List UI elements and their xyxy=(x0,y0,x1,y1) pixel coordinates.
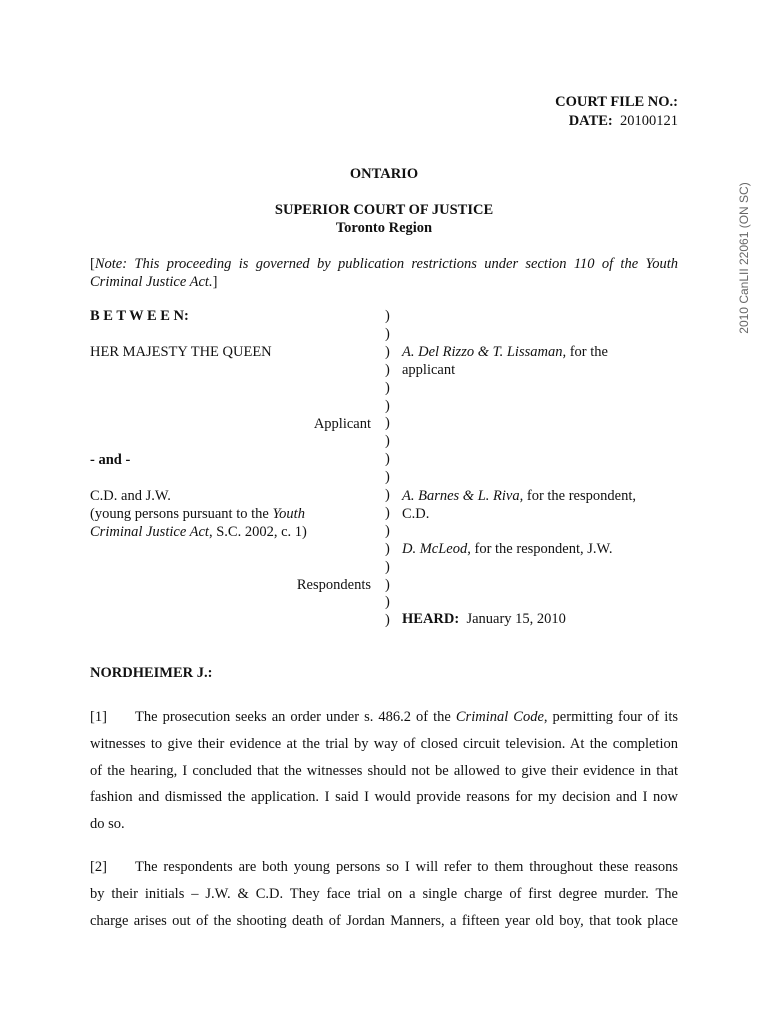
paragraph-text: charge arises out of the shooting death of Jordan Manners, a fifteen year old boy, that took place xyxy=(90,912,678,929)
counsel-cd-line-2: C.D. xyxy=(402,506,430,522)
parenthesis-mark: ) xyxy=(385,415,390,432)
note-text-2: Criminal Justice Act. xyxy=(90,274,213,290)
parenthesis-mark: ) xyxy=(385,379,390,396)
respondents-desc-line-2: Criminal Justice Act, S.C. 2002, c. 1) xyxy=(90,524,307,540)
parenthesis-mark: ) xyxy=(385,558,390,575)
counsel-jw-line: D. McLeod, for the respondent, J.W. xyxy=(402,541,613,557)
paragraph-1 xyxy=(90,704,678,838)
respondents-name: C.D. and J.W. xyxy=(90,488,171,504)
region: Toronto Region xyxy=(335,220,433,236)
date-value: 20100121 xyxy=(620,113,678,129)
paragraph-text: witnesses to give their evidence at the trial by way of closed circuit television. At the completion xyxy=(90,735,678,752)
counsel-cd-names: A. Barnes & L. Riva, xyxy=(402,488,524,504)
parenthesis-mark: ) xyxy=(385,594,390,611)
between-label: B E T W E E N: xyxy=(90,308,189,324)
date-line xyxy=(569,113,678,130)
applicant-counsel-line-1: A. Del Rizzo & T. Lissaman, for the xyxy=(402,344,608,360)
note-text-1: Note: This proceeding is governed by publication restrictions under section 110 of the Youth xyxy=(94,256,678,272)
court-file-label: COURT FILE NO.: xyxy=(555,94,678,110)
paragraph-number: [1] xyxy=(90,709,107,725)
paragraph-text: fashion and dismissed the application. I said I would provide reasons for my decision and I now xyxy=(90,789,678,806)
applicant-label: Applicant xyxy=(313,416,371,432)
respondents-desc-line-1: (young persons pursuant to the Youth xyxy=(90,506,305,522)
paragraph-line xyxy=(90,758,678,785)
paragraph-line xyxy=(90,881,678,908)
paragraph-2 xyxy=(90,854,678,934)
canlii-watermark: 2010 CanLII 22061 (ON SC) xyxy=(737,182,751,334)
paragraph-line xyxy=(90,784,678,811)
judge-name: NORDHEIMER J.: xyxy=(90,665,213,681)
counsel-cd-line-1: A. Barnes & L. Riva, for the respondent, xyxy=(402,488,636,504)
paragraph-text: of the hearing, I concluded that the witnesses should not be allowed to give their evidence in that xyxy=(90,762,678,779)
parenthesis-mark: ) xyxy=(385,451,390,468)
parenthesis-mark: ) xyxy=(385,612,390,629)
paragraph-line xyxy=(90,854,678,881)
note-bracket-close: ] xyxy=(212,274,218,290)
paragraph-line xyxy=(90,731,678,758)
applicant-counsel-names: A. Del Rizzo & T. Lissaman, xyxy=(402,344,567,360)
parenthesis-mark: ) xyxy=(385,308,390,324)
parenthesis-mark: ) xyxy=(385,576,390,593)
paragraph-text: The prosecution seeks an order under s. 486.2 of the xyxy=(135,709,456,725)
court-name: SUPERIOR COURT OF JUSTICE xyxy=(274,202,494,218)
parenthesis-mark: ) xyxy=(385,325,390,342)
applicant-counsel-line-2: applicant xyxy=(402,362,456,378)
heard-value: January 15, 2010 xyxy=(466,611,566,627)
parenthesis-mark: ) xyxy=(385,343,390,360)
heard-line xyxy=(402,611,566,628)
paragraph-line xyxy=(90,704,678,731)
parenthesis-mark: ) xyxy=(385,397,390,414)
and-separator: - and - xyxy=(90,452,131,468)
parenthesis-mark: ) xyxy=(385,469,390,486)
paragraph-line xyxy=(90,908,678,935)
parenthesis-mark: ) xyxy=(385,361,390,378)
parenthesis-mark: ) xyxy=(385,522,390,539)
paragraph-line xyxy=(90,811,678,838)
heard-label: HEARD: xyxy=(402,611,460,627)
paragraph-text: , permitting four of its xyxy=(543,709,678,725)
parenthesis-mark: ) xyxy=(385,433,390,450)
jurisdiction: ONTARIO xyxy=(349,166,419,182)
publication-note-line-2 xyxy=(90,274,217,291)
paragraph-italic-text: Criminal Code xyxy=(455,709,544,725)
parenthesis-mark: ) xyxy=(385,540,390,557)
counsel-jw-names: D. McLeod xyxy=(402,541,468,557)
applicant-name: HER MAJESTY THE QUEEN xyxy=(90,344,272,360)
note-bracket-open: [ xyxy=(90,256,95,272)
parenthesis-mark: ) xyxy=(385,504,390,521)
parenthesis-mark: ) xyxy=(385,487,390,503)
paragraph-text: by their initials – J.W. & C.D. They face trial on a single charge of first degree murder. The xyxy=(90,885,678,902)
date-label: DATE: xyxy=(568,113,613,129)
respondents-label: Respondents xyxy=(296,577,371,593)
paragraph-text: The respondents are both young persons so I will refer to them throughout these reasons xyxy=(135,859,678,875)
publication-note-line-1 xyxy=(90,256,678,273)
paragraph-text: do so. xyxy=(90,816,125,833)
paragraph-number: [2] xyxy=(90,859,107,875)
